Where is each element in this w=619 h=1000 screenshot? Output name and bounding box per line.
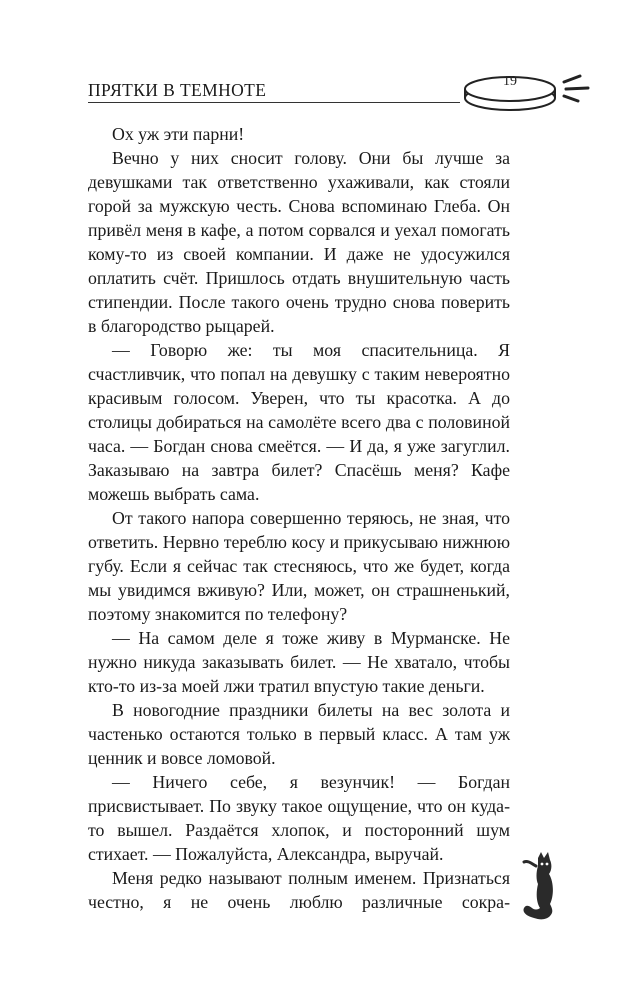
paragraph: — Ничего себе, я везунчик! — Богдан присвистывает. По звуку такое ощущение, что он куда-то вышел. Раздаётся хлопок, и посторонний шум стихает. — Пожалуйста, Александра, выручай.: [88, 772, 510, 864]
page-number: 19: [503, 74, 517, 89]
paragraph: — На самом деле я тоже живу в Мурманске. Не нужно никуда заказывать билет. — Не хватало, чтобы кто-то из-за моей лжи тратил впустую такие деньги.: [88, 628, 510, 696]
running-title: ПРЯТКИ В ТЕМНОТЕ: [88, 80, 267, 100]
paragraph: Меня редко называют полным именем. Признаться честно, я не очень люблю различные сокра-: [88, 868, 510, 912]
header-rule: [88, 102, 460, 103]
paragraph: Вечно у них сносит голову. Они бы лучше за девушками так ответственно ухаживали, как стояли горой за мужскую честь. Снова вспоминаю Глеба. Он привёл меня в кафе, а потом сорвался и уехал помогать кому-то из своей компании. И даже не удосужился оплатить счёт. Пришлось отдать внушительную часть стипендии. После такого очень трудно снова поверить в благородство рыцарей.: [88, 148, 510, 336]
paragraph: От такого напора совершенно теряюсь, не зная, что ответить. Нервно тереблю косу и прикусываю нижнюю губу. Если я сейчас так стесняюсь, что же будет, когда мы увидимся вживую? Или, может, он страшненький, поэтому знакомится по телефону?: [88, 508, 510, 624]
black-cat-icon: [516, 852, 556, 922]
paragraph: Ох уж эти парни!: [112, 124, 245, 144]
page-header: [88, 74, 528, 108]
paragraph: В новогодние праздники билеты на вес золота и частенько остаются только в первый класс. А там уж ценник и вовсе ломовой.: [88, 700, 510, 768]
body-text: [88, 122, 510, 914]
paragraph: — Говорю же: ты моя спасительница. Я счастливчик, что попал на девушку с таким невероятно красивым голосом. Уверен, что ты красотка. А до столицы добираться на самолёте всего два с половиной часа. — Богдан снова смеётся. — И да, я уже загуглил. Заказываю на завтра билет? Спасёшь меня? Кафе можешь выбрать сама.: [88, 340, 510, 504]
